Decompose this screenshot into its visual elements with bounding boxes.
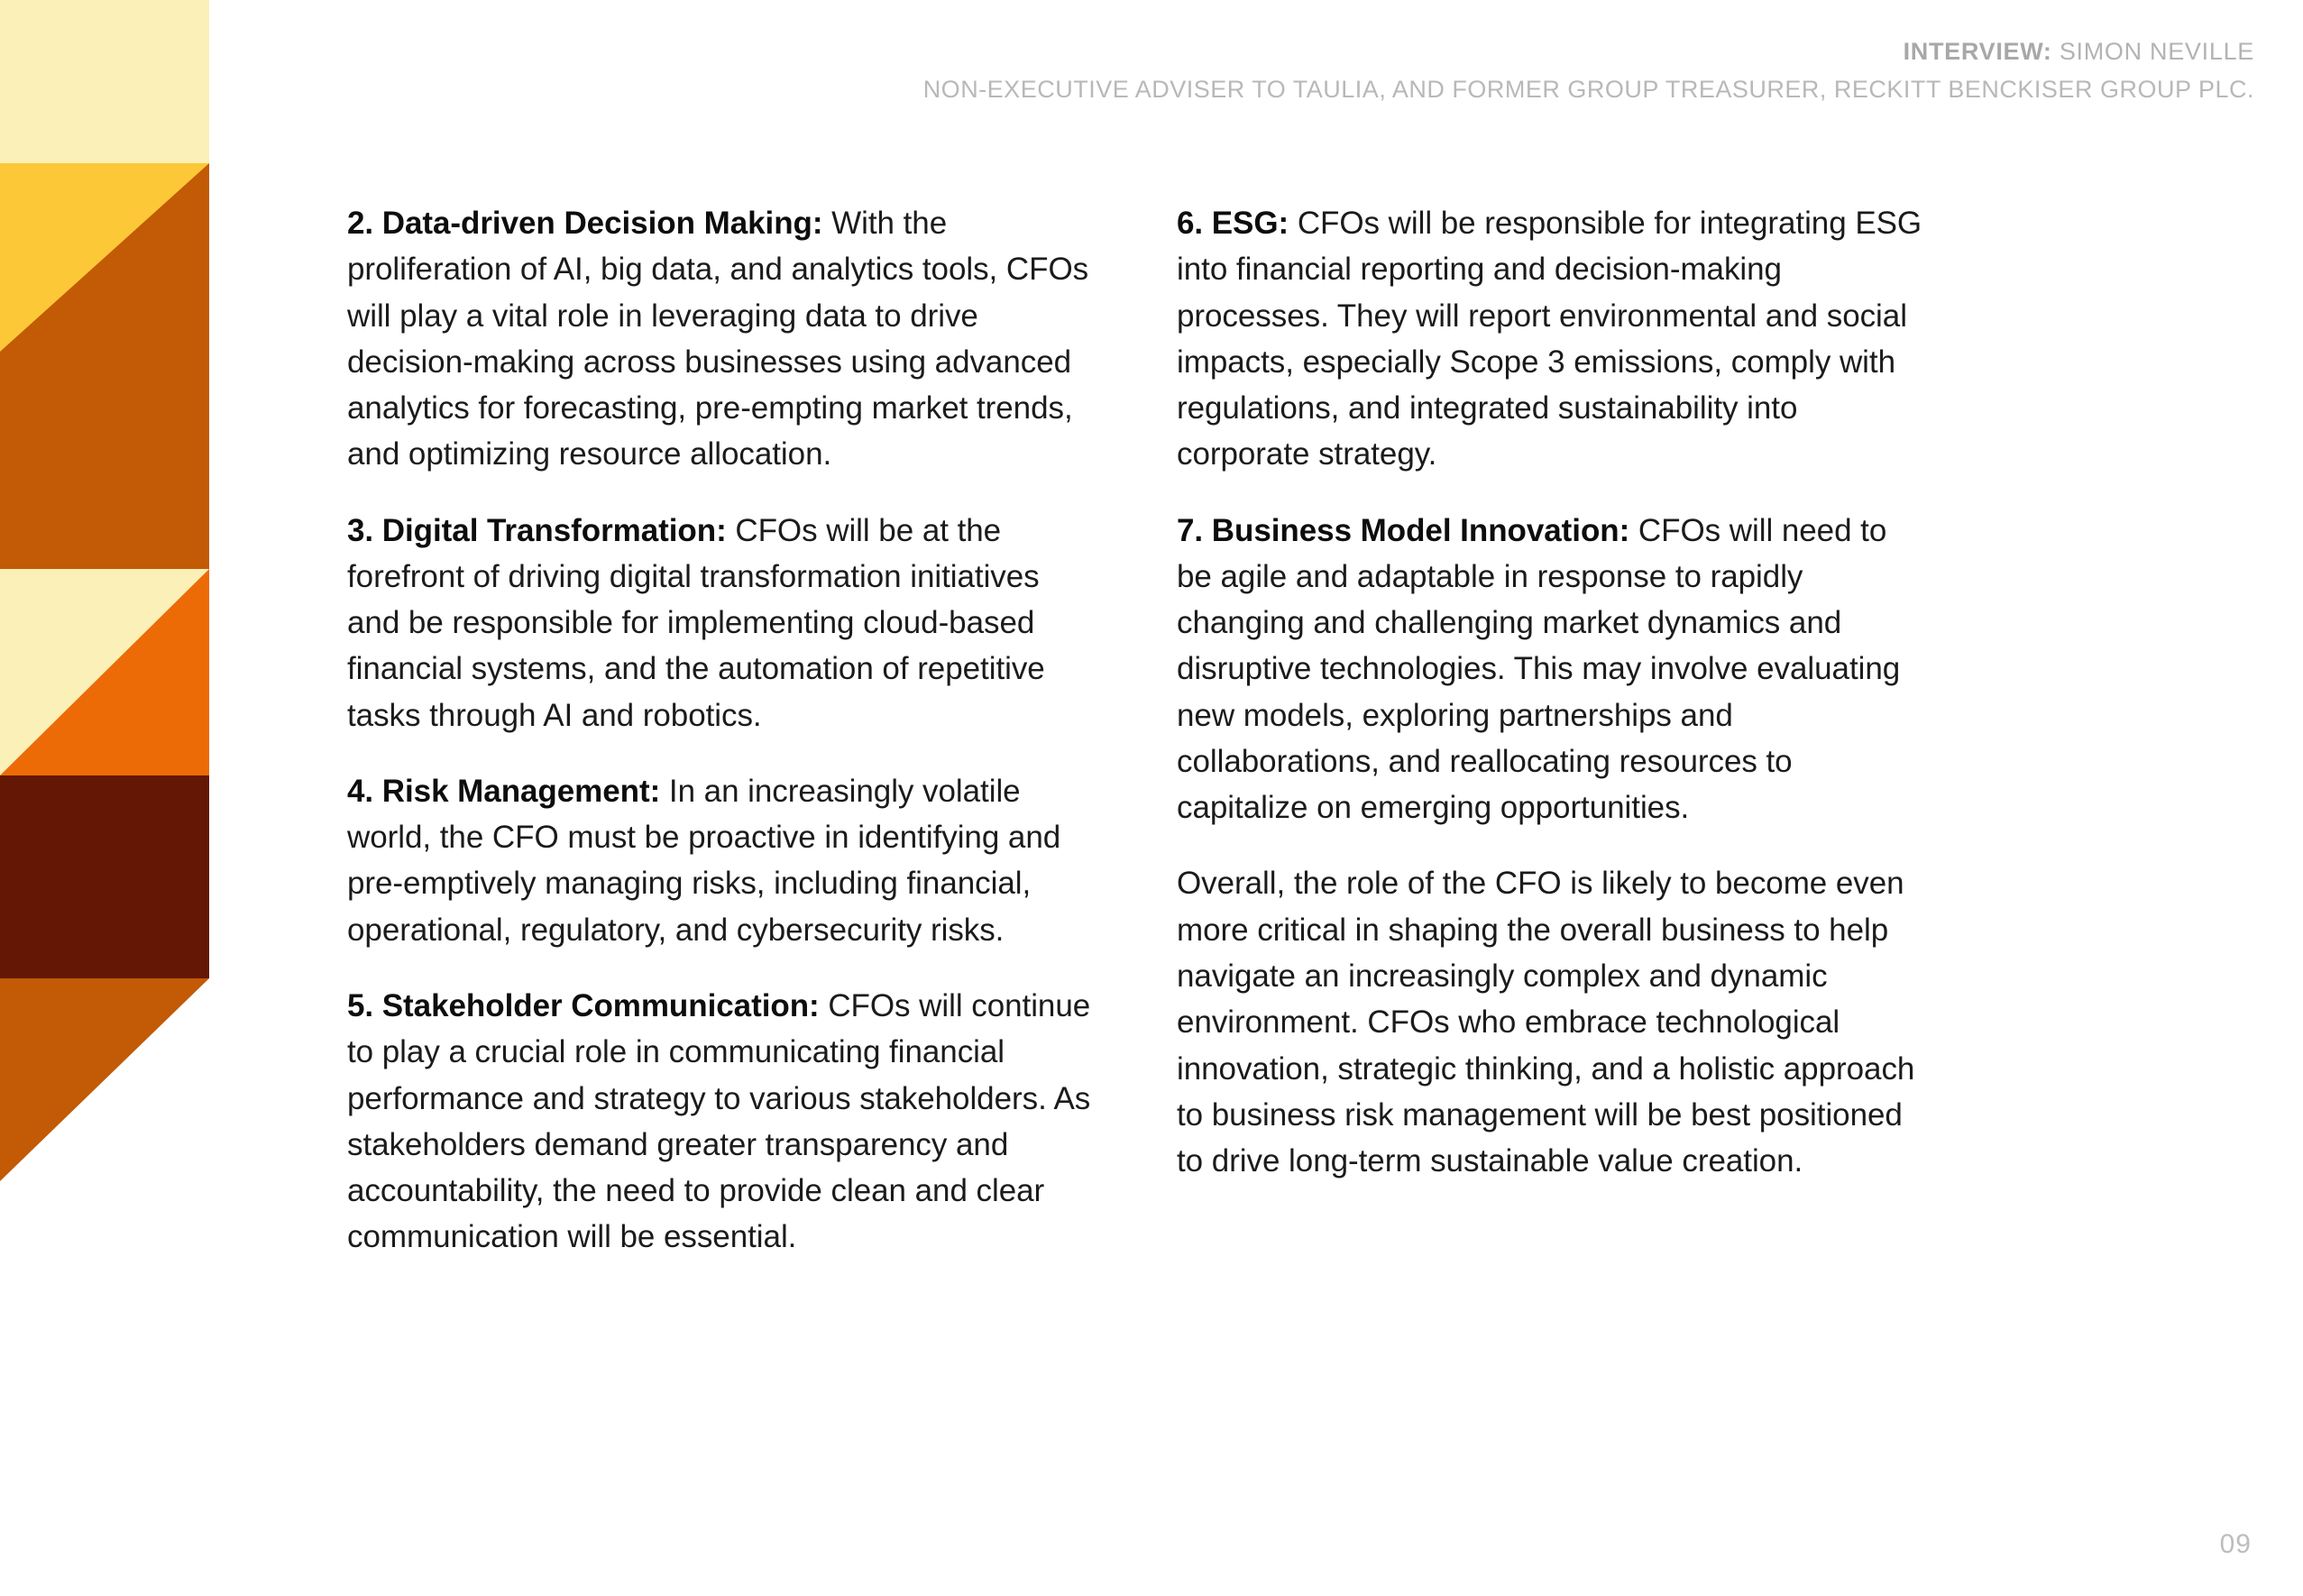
paragraph-stakeholder-communication	[347, 983, 1096, 1261]
deco-shape-yellow	[0, 163, 209, 352]
paragraph-body: Overall, the role of the CFO is likely to become even more critical in shaping the overall business to help navigate an increasingly complex and dynamic environment. CFOs who embrace technological innovation, strategic thinking, and a holistic approach to business risk management will be best positioned to drive long-term sustainable value creation.	[1177, 866, 1915, 1179]
right-column	[1177, 200, 1925, 1261]
interview-subtitle: NON-EXECUTIVE ADVISER TO TAULIA, AND FORMER GROUP TREASURER, RECKITT BENCKISER GROUP PLC.	[922, 76, 2254, 104]
paragraph-risk-management	[347, 768, 1096, 953]
paragraph-body: CFOs will continue to play a crucial role in communicating financial performance and strategy to various stakeholders. As stakeholders demand greater transparency and accountability, the need to provide clean and clear communication will be essential.	[347, 987, 1091, 1255]
paragraph-heading: 7. Business Model Innovation:	[1177, 512, 1630, 548]
content-columns	[347, 200, 2115, 1261]
paragraph-heading: 6. ESG:	[1177, 206, 1289, 241]
paragraph-digital-transformation	[347, 508, 1096, 738]
deco-shape-bright-orange-diagonal	[0, 569, 209, 775]
deco-shape-cream-top-bevel	[209, 124, 271, 163]
deco-shape-cream-middle	[0, 569, 209, 775]
deco-shape-dark-brown-block	[0, 775, 209, 978]
paragraph-body: CFOs will need to be agile and adaptable in response to rapidly changing and challenging market dynamics and disruptive technologies. This may involve evaluating new models, exploring partnerships and collaborations, and reallocating resources to capitalize on emerging opportunities.	[1177, 512, 1901, 826]
paragraph-business-model-innovation	[1177, 508, 1925, 831]
paragraph-body: CFOs will be at the forefront of driving digital transformation initiatives and be responsible for implementing cloud-based financial systems, and the automation of repetitive tasks through AI and robotics.	[347, 512, 1045, 733]
paragraph-esg	[1177, 200, 1925, 478]
paragraph-heading: 3. Digital Transformation:	[347, 512, 727, 548]
paragraph-body: CFOs will be responsible for integrating ESG into financial reporting and decision-making processes. They will report environmental and social impacts, especially Scope 3 emissions, comply with regulations, and integrated sustainability into corporate strategy.	[1177, 206, 1922, 472]
decorative-chevron-graphic	[0, 0, 271, 1181]
paragraph-heading: 2. Data-driven Decision Making:	[347, 206, 823, 241]
page-number: 09	[2219, 1529, 2252, 1559]
paragraph-overall-summary	[1177, 860, 1925, 1184]
deco-shape-cream-top	[0, 0, 209, 163]
paragraph-heading: 4. Risk Management:	[347, 773, 661, 809]
interview-credit-line	[923, 36, 2254, 68]
paragraph-data-driven-decision-making	[347, 200, 1096, 478]
left-column	[347, 200, 1096, 1261]
interview-label: INTERVIEW:	[1903, 38, 2052, 65]
paragraph-body: With the proliferation of AI, big data, and analytics tools, CFOs will play a vital role in leveraging data to drive decision-making across businesses using advanced analytics for forecasting, pre-empting market trends, and optimizing resource allocation.	[347, 206, 1089, 472]
deco-shape-burnt-orange-block	[0, 352, 209, 569]
deco-shape-orange-triangle-bottom	[0, 978, 209, 1181]
deco-shape-orange-diagonal-upper	[0, 163, 209, 352]
interview-name: SIMON NEVILLE	[2051, 38, 2254, 65]
paragraph-body: In an increasingly volatile world, the CFO must be proactive in identifying and pre-emptively managing risks, including financial, operational, regulatory, and cybersecurity risks.	[347, 773, 1061, 948]
paragraph-heading: 5. Stakeholder Communication:	[347, 987, 820, 1023]
document-header	[923, 36, 2254, 105]
